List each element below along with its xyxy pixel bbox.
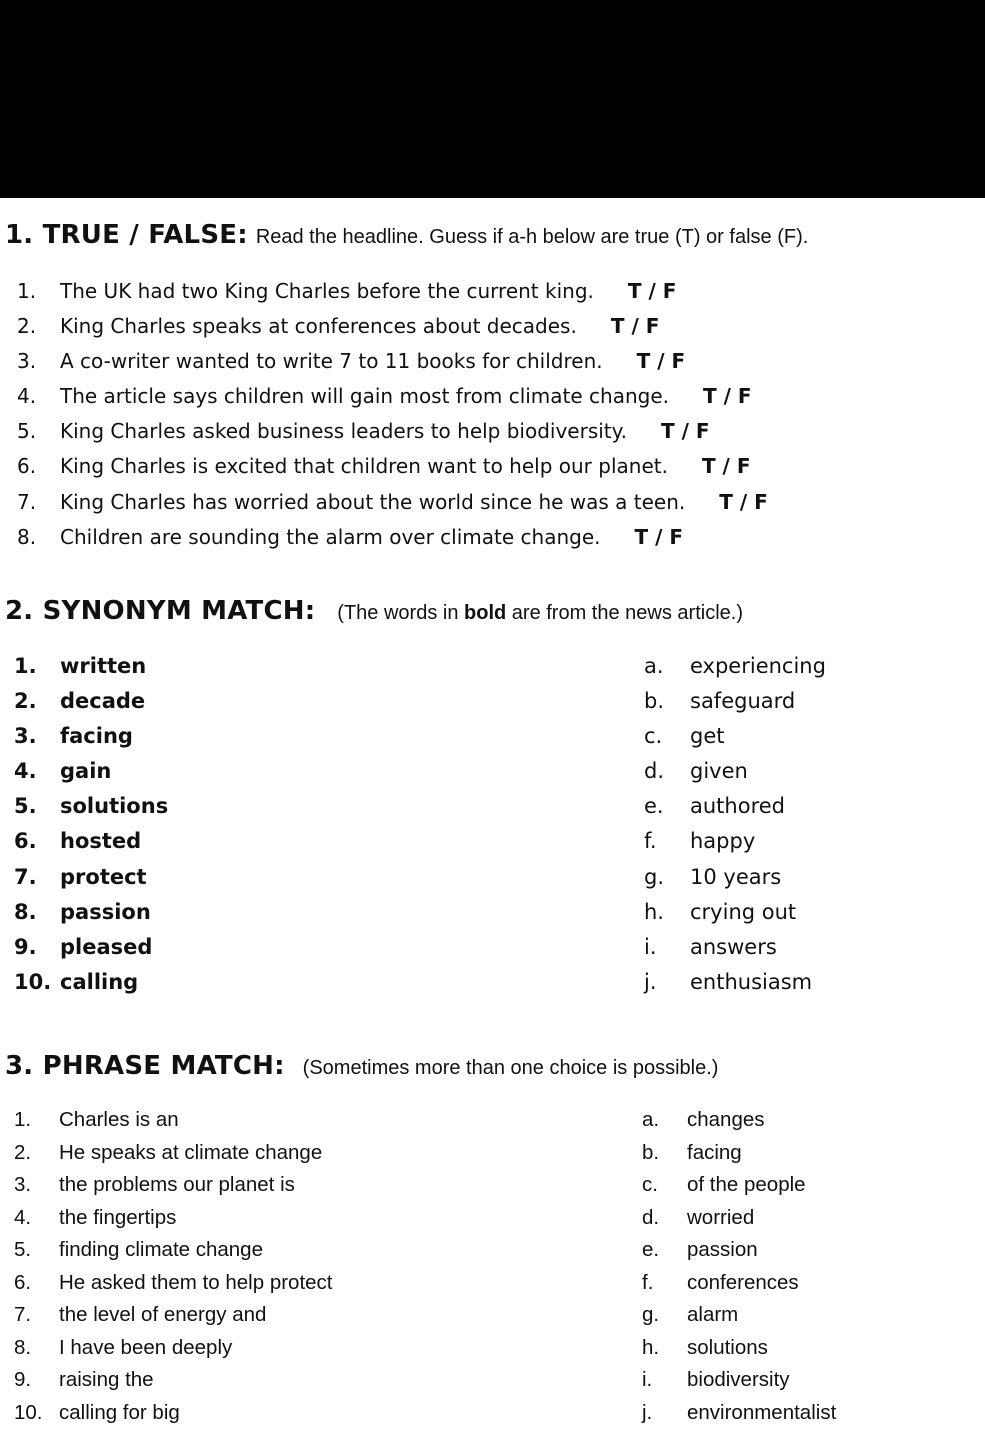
phrase-ending: environmentalist [687, 1400, 837, 1424]
phrase-ending: conferences [687, 1270, 799, 1294]
choice-letter: j. [642, 1400, 653, 1424]
statement-text: King Charles speaks at conferences about decades. [60, 314, 577, 339]
section-1-title: 1. TRUE / FALSE: [5, 220, 248, 250]
choice-letter: e. [644, 794, 664, 819]
choice-word: given [690, 759, 748, 784]
true-false-choice: T / F [636, 349, 686, 374]
choice-letter: f. [644, 829, 657, 854]
phrase-ending: worried [687, 1205, 755, 1229]
instruction-part: are from the news article.) [506, 602, 743, 624]
item-number: 3. [14, 1173, 32, 1196]
phrase-start: He speaks at climate change [59, 1140, 323, 1164]
choice-letter: a. [644, 654, 664, 678]
choice-word: get [690, 724, 725, 749]
true-false-choice: T / F [701, 454, 751, 479]
true-false-choice: T / F [661, 419, 710, 444]
item-number: 1. [14, 654, 37, 678]
bold-word: protect [60, 864, 147, 889]
phrase-ending: passion [687, 1238, 758, 1261]
phrase-ending: biodiversity [687, 1368, 790, 1391]
section-3-instruction: (Sometimes more than one choice is possible.) [302, 1057, 719, 1079]
statement [60, 379, 752, 414]
bold-word: decade [60, 689, 146, 714]
item-number: 10. [14, 1400, 43, 1424]
statement-text: Children are sounding the alarm over climate change. [60, 524, 601, 549]
phrase-start: the fingertips [59, 1205, 177, 1229]
statement [60, 520, 683, 555]
choice-letter: e. [642, 1238, 660, 1261]
choice-letter: c. [644, 724, 663, 749]
instruction-bold-word: bold [464, 602, 507, 624]
true-false-choice: T / F [610, 314, 660, 339]
bold-word: calling [60, 969, 139, 994]
choice-letter: g. [644, 864, 665, 889]
phrase-ending: of the people [687, 1173, 806, 1196]
phrase-start: I have been deeply [59, 1335, 233, 1359]
item-number: 9. [14, 934, 37, 959]
section-3-title: 3. PHRASE MATCH: [5, 1051, 285, 1081]
item-number: 10. [14, 969, 52, 994]
phrase-start: Charles is an [59, 1108, 179, 1131]
phrase-ending: changes [687, 1108, 765, 1131]
item-number: 5. [14, 1238, 32, 1261]
choice-word: experiencing [690, 654, 826, 678]
item-number: 4. [14, 1205, 32, 1229]
item-number: 4. [14, 759, 37, 784]
item-number: 6. [17, 454, 37, 479]
bold-word: facing [60, 724, 133, 749]
item-number: 5. [17, 419, 37, 444]
choice-letter: a. [642, 1108, 660, 1131]
statement [60, 414, 710, 449]
choice-letter: b. [644, 689, 665, 714]
item-number: 7. [14, 864, 37, 889]
bold-word: written [60, 654, 147, 678]
phrase-ending: facing [687, 1140, 742, 1164]
item-number: 3. [17, 349, 37, 374]
item-number: 1. [17, 279, 37, 303]
item-number: 7. [14, 1303, 32, 1326]
item-number: 2. [14, 689, 37, 714]
statement-text: The article says children will gain most from climate change. [60, 384, 670, 409]
choice-letter: i. [642, 1368, 653, 1391]
statement [60, 274, 676, 309]
section-1-heading [5, 220, 808, 250]
true-false-choice: T / F [703, 384, 752, 409]
phrase-ending: solutions [687, 1335, 768, 1359]
bold-word: solutions [60, 794, 169, 819]
statement-text: A co-writer wanted to write 7 to 11 books for children. [60, 349, 603, 374]
item-number: 8. [14, 1335, 32, 1359]
statement-text: King Charles is excited that children want to help our planet. [60, 454, 668, 479]
phrase-start: the level of energy and [59, 1303, 267, 1326]
choice-word: 10 years [690, 864, 782, 889]
item-number: 2. [14, 1140, 32, 1164]
choice-word: answers [690, 934, 777, 959]
section-2-heading [5, 596, 743, 626]
true-false-choice: T / F [634, 524, 684, 549]
choice-letter: b. [642, 1140, 660, 1164]
item-number: 6. [14, 1270, 32, 1294]
bold-word: hosted [60, 829, 142, 854]
item-number: 8. [17, 524, 37, 549]
choice-letter: j. [644, 969, 657, 994]
phrase-start: calling for big [59, 1400, 180, 1424]
item-number: 4. [17, 384, 37, 409]
item-number: 1. [14, 1108, 32, 1131]
item-number: 6. [14, 829, 37, 854]
true-false-choice: T / F [719, 489, 768, 514]
section-1-instruction: Read the headline. Guess if a-h below are true (T) or false (F). [255, 226, 809, 248]
choice-word: crying out [690, 899, 797, 924]
bold-word: passion [60, 899, 151, 924]
section-3-heading [5, 1051, 718, 1081]
item-number: 5. [14, 794, 37, 819]
item-number: 7. [17, 489, 37, 514]
choice-letter: i. [644, 934, 657, 959]
phrase-ending: alarm [687, 1303, 739, 1326]
choice-word: safeguard [690, 689, 796, 714]
item-number: 2. [17, 314, 37, 339]
section-2-title: 2. SYNONYM MATCH: [5, 596, 316, 626]
statement-text: The UK had two King Charles before the current king. [60, 279, 594, 303]
phrase-start: the problems our planet is [59, 1173, 295, 1196]
statement-text: King Charles has worried about the world since he was a teen. [60, 489, 686, 514]
true-false-choice: T / F [627, 279, 677, 303]
bold-word: gain [60, 759, 112, 784]
choice-letter: g. [642, 1303, 660, 1326]
choice-letter: f. [642, 1270, 654, 1294]
statement [60, 485, 768, 520]
item-number: 3. [14, 724, 37, 749]
statement [60, 449, 751, 484]
instruction-part: (The words in [337, 602, 465, 624]
item-number: 9. [14, 1368, 32, 1391]
phrase-start: He asked them to help protect [59, 1270, 333, 1294]
choice-word: authored [690, 794, 785, 819]
section-2-instruction [337, 602, 743, 624]
choice-word: happy [690, 829, 756, 854]
phrase-start: raising the [59, 1368, 154, 1391]
choice-word: enthusiasm [690, 969, 813, 994]
choice-letter: d. [644, 759, 665, 784]
phrase-start: finding climate change [59, 1238, 263, 1261]
bold-word: pleased [60, 934, 153, 959]
choice-letter: c. [642, 1173, 658, 1196]
statement [60, 344, 685, 379]
item-number: 8. [14, 899, 37, 924]
choice-letter: d. [642, 1205, 660, 1229]
black-header-band [0, 0, 985, 198]
choice-letter: h. [642, 1335, 660, 1359]
choice-letter: h. [644, 899, 664, 924]
statement [60, 309, 659, 344]
statement-text: King Charles asked business leaders to help biodiversity. [60, 419, 627, 444]
